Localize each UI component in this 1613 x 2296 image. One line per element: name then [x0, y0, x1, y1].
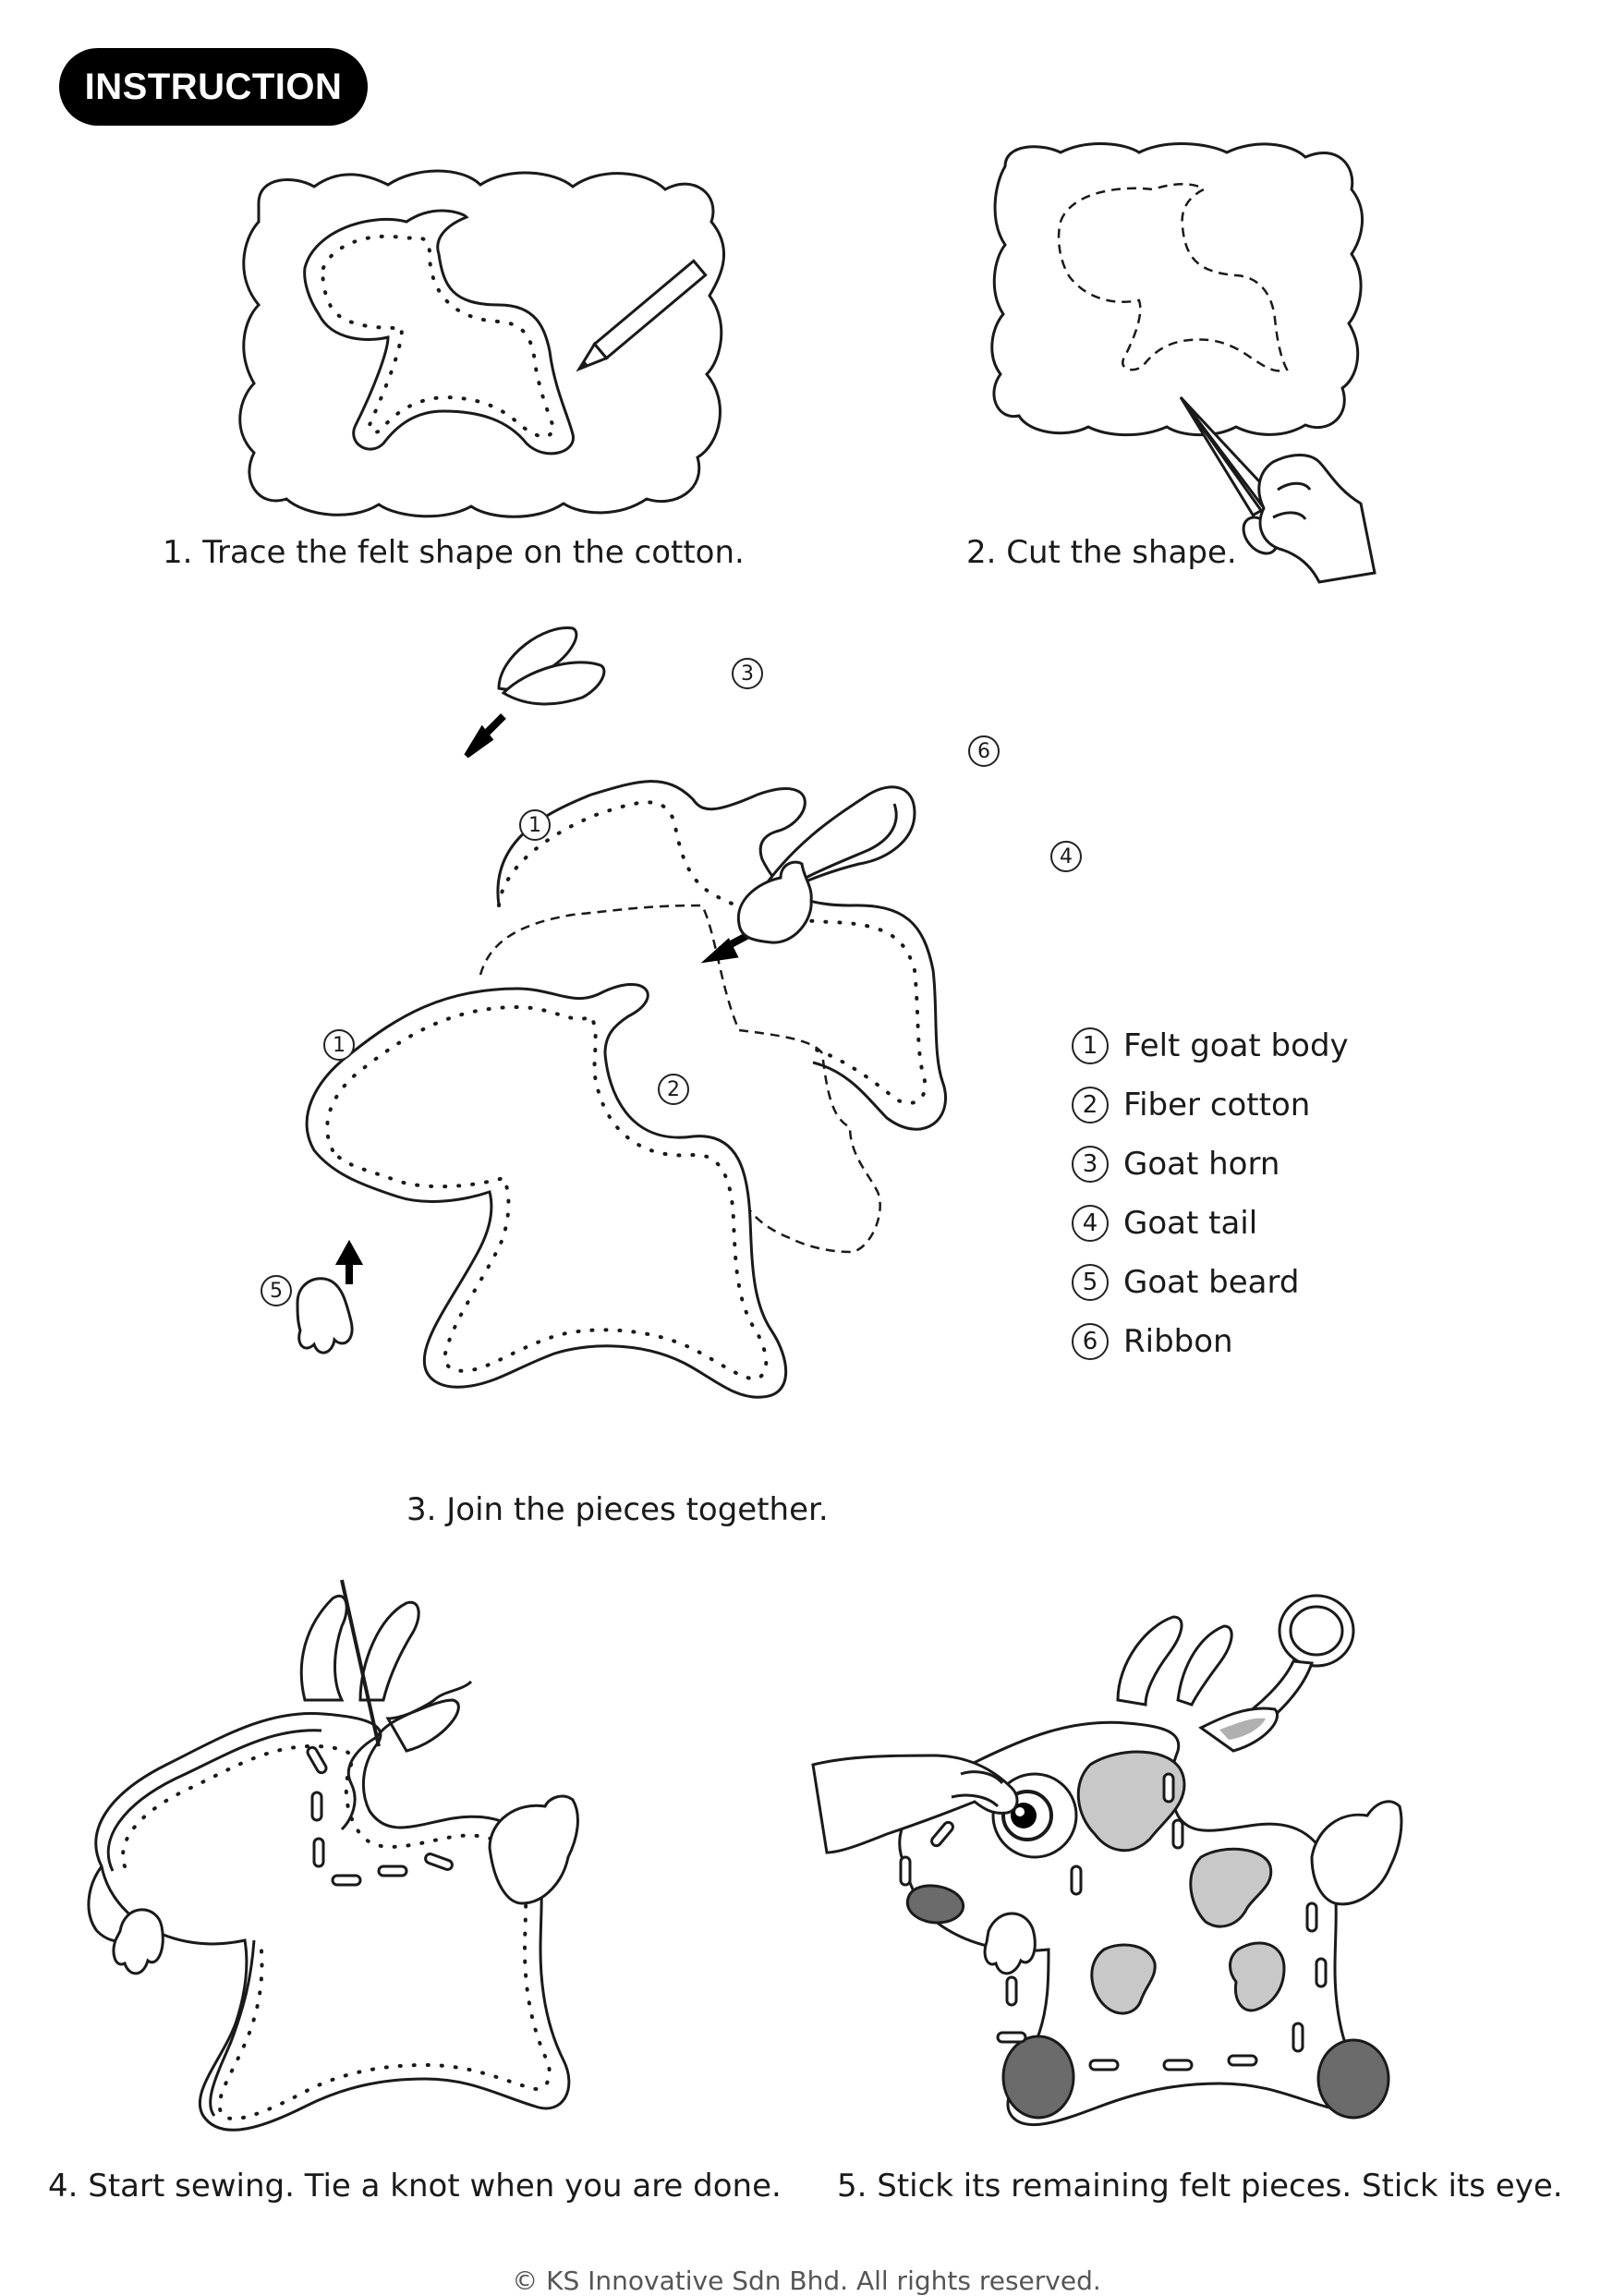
legend-number: 2: [1072, 1087, 1109, 1124]
legend-number: 3: [1072, 1146, 1109, 1183]
badge-1-back: 1: [519, 809, 551, 841]
legend-number: 4: [1072, 1205, 1109, 1242]
badge-3: 3: [732, 658, 763, 689]
legend-label: Goat beard: [1123, 1264, 1300, 1301]
legend-label: Goat tail: [1123, 1205, 1258, 1242]
legend-item: [1072, 1194, 1349, 1253]
legend-item: [1072, 1135, 1349, 1194]
legend-label: Ribbon: [1123, 1323, 1233, 1360]
step5-caption: 5. Stick its remaining felt pieces. Stick its eye.: [837, 2168, 1563, 2205]
parts-legend: [1072, 1016, 1349, 1371]
legend-item: [1072, 1312, 1349, 1371]
legend-item: [1072, 1075, 1349, 1135]
badge-1-front: 1: [323, 1029, 355, 1061]
goat-beard-piece: [297, 1279, 352, 1353]
legend-item: [1072, 1016, 1349, 1075]
legend-number: 5: [1072, 1264, 1109, 1301]
instruction-header: INSTRUCTION: [59, 48, 368, 126]
legend-label: Goat horn: [1123, 1146, 1280, 1183]
legend-number: 1: [1072, 1027, 1109, 1064]
legend-number: 6: [1072, 1323, 1109, 1360]
step2-caption: 2. Cut the shape.: [966, 534, 1237, 571]
badge-2: 2: [658, 1074, 689, 1105]
step1-caption: 1. Trace the felt shape on the cotton.: [163, 534, 745, 571]
step2-illustration: [987, 139, 1375, 582]
badge-4: 4: [1050, 841, 1082, 872]
step4-illustration: [83, 1561, 748, 2153]
step4-caption: 4. Start sewing. Tie a knot when you are done.: [48, 2168, 782, 2205]
step3-caption: 3. Join the pieces together.: [406, 1491, 829, 1528]
front-goat-body: [307, 984, 786, 1397]
legend-item: [1072, 1253, 1349, 1312]
legend-label: Fiber cotton: [1123, 1087, 1311, 1124]
badge-5: 5: [261, 1275, 292, 1306]
legend-label: Felt goat body: [1123, 1027, 1349, 1064]
step5-illustration: [813, 1589, 1515, 2144]
step3-illustration: [277, 601, 1109, 1488]
step1-illustration: [231, 166, 748, 527]
copyright-notice: © KS Innovative Sdn Bhd. All rights reserved.: [512, 2266, 1101, 2296]
badge-6: 6: [968, 735, 1000, 767]
